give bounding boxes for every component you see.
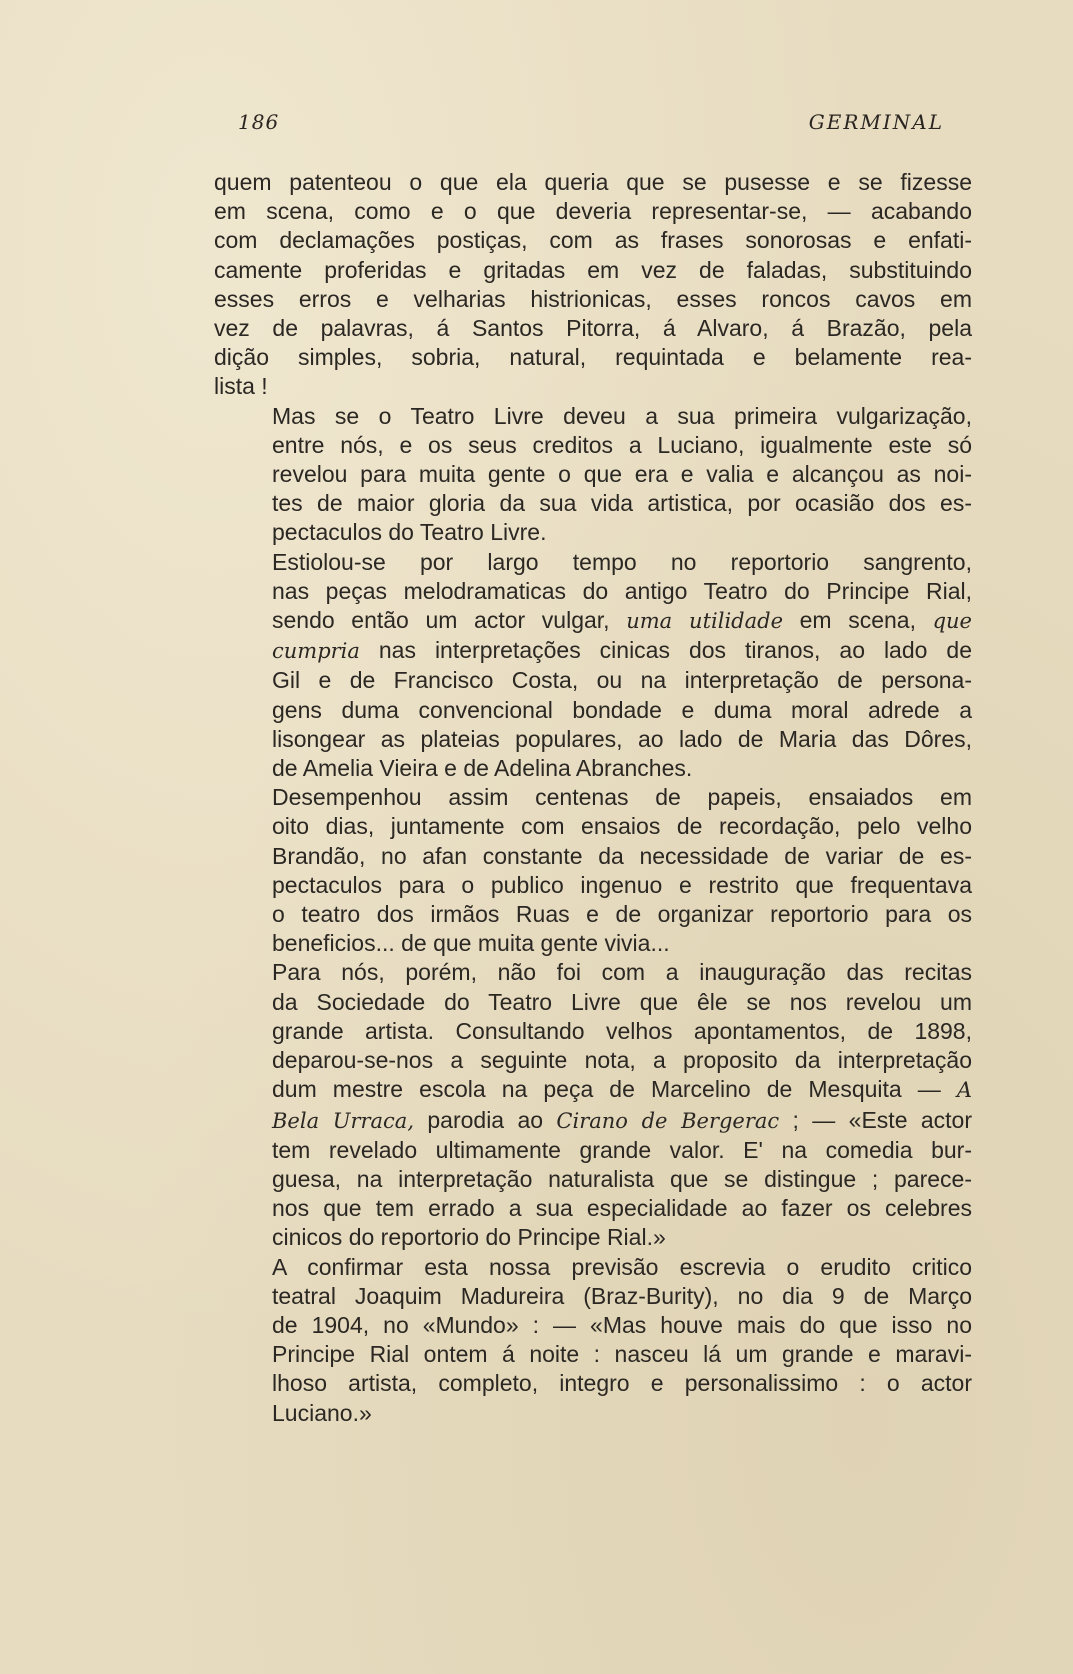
text-run: tes de maior gloria da sua vida artistica, por ocasião dos es- (272, 490, 972, 517)
text-run: ; — «Este actor (779, 1106, 972, 1133)
text-line (214, 489, 972, 518)
text-run: parodia ao (414, 1106, 557, 1133)
text-run: camente proferidas e gritadas em vez de faladas, substituindo (214, 256, 972, 283)
text-run: deparou-se-nos a seguinte nota, a proposito da interpretação (272, 1047, 972, 1074)
text-line (214, 1340, 972, 1369)
text-line (214, 372, 972, 401)
text-run: guesa, na interpretação naturalista que se distingue ; parece- (272, 1165, 972, 1192)
text-run: quem patenteou o que ela queria que se pusesse e se fizesse (214, 169, 972, 195)
text-run: com declamações postiças, com as frases sonorosas e enfati- (214, 227, 972, 254)
text-run: pectaculos para o publico ingenuo e restrito que frequentava (272, 871, 972, 898)
text-line (214, 900, 972, 929)
italic-text: uma utilidade (626, 609, 783, 634)
text-line (214, 988, 972, 1017)
text-run: tem revelado ultimamente grande valor. E' na comedia bur- (272, 1136, 972, 1163)
text-run: lhoso artista, completo, integro e personalissimo : o actor (272, 1370, 972, 1397)
italic-text: Bela Urraca, (272, 1108, 414, 1133)
text-run: dição simples, sobria, natural, requintada e belamente rea- (214, 344, 972, 371)
text-line (214, 783, 972, 812)
paragraph (214, 958, 972, 1252)
paragraph (214, 1253, 972, 1428)
text-run: nos que tem errado a sua especialidade ao fazer os celebres (272, 1195, 972, 1222)
text-line (214, 518, 972, 547)
text-line (214, 1017, 972, 1046)
journal-title: GERMINAL (808, 110, 944, 134)
text-line (214, 431, 972, 460)
italic-text: cumpria (272, 639, 360, 664)
text-line (214, 1282, 972, 1311)
body-text (214, 168, 972, 1428)
text-run: Brandão, no afan constante da necessidade de variar de es- (272, 842, 972, 869)
text-line (214, 168, 972, 197)
text-run: teatral Joaquim Madureira (Braz-Burity), no dia 9 de Março (272, 1282, 972, 1309)
text-line (214, 343, 972, 372)
text-run: oito dias, juntamente com ensaios de recordação, pelo velho (272, 813, 972, 840)
text-line (214, 1136, 972, 1165)
text-line (214, 285, 972, 314)
text-line (214, 812, 972, 841)
text-run: Mas se o Teatro Livre deveu a sua primeira vulgarização, (272, 402, 972, 429)
text-line (214, 636, 972, 666)
text-line (214, 1223, 972, 1252)
text-run: em scena, como e o que deveria representar-se, — acabando (214, 198, 972, 225)
text-line (214, 1046, 972, 1075)
text-line (214, 256, 972, 285)
text-line (214, 958, 972, 987)
text-run: lisongear as plateias populares, ao lado de Maria das Dôres, (272, 725, 972, 752)
text-run: vez de palavras, á Santos Pitorra, á Alvaro, á Brazão, pela (214, 315, 972, 342)
text-line (214, 1311, 972, 1340)
text-line (214, 666, 972, 695)
text-run: Para nós, porém, não foi com a inauguração das recitas (272, 959, 972, 986)
text-line (214, 929, 972, 958)
text-run: Luciano.» (272, 1399, 372, 1426)
paragraph (214, 783, 972, 958)
text-run: nas peças melodramaticas do antigo Teatro do Principe Rial, (272, 577, 972, 604)
text-run: A confirmar esta nossa previsão escrevia o erudito critico (272, 1253, 972, 1280)
text-run: revelou para muita gente o que era e valia e alcançou as noi- (272, 461, 972, 488)
text-run: em scena, (783, 607, 933, 634)
text-line (214, 606, 972, 636)
text-line (214, 1399, 972, 1428)
text-line (214, 1075, 972, 1105)
text-run: esses erros e velharias histrionicas, esses roncos cavos em (214, 285, 972, 312)
text-line (214, 1194, 972, 1223)
text-run: o teatro dos irmãos Ruas e de organizar reportorio para os (272, 901, 972, 928)
text-line (214, 1369, 972, 1398)
text-run: Gil e de Francisco Costa, ou na interpretação de persona- (272, 667, 972, 694)
text-run: lista ! (214, 373, 268, 400)
italic-text: Cirano de Bergerac (556, 1108, 780, 1133)
text-run: Estiolou-se por largo tempo no reportorio sangrento, (272, 548, 972, 575)
text-run: cinicos do reportorio do Principe Rial.» (272, 1224, 666, 1251)
text-line (214, 577, 972, 606)
text-line (214, 842, 972, 871)
text-run: Principe Rial ontem á noite : nasceu lá um grande e maravi- (272, 1341, 972, 1368)
text-line (214, 402, 972, 431)
text-run: pectaculos do Teatro Livre. (272, 519, 547, 546)
text-line (214, 460, 972, 489)
text-run: de 1904, no «Mundo» : — «Mas houve mais do que isso no (272, 1311, 972, 1338)
page-number: 186 (238, 110, 280, 134)
text-run: nas interpretações cinicas dos tiranos, ao lado de (359, 637, 972, 664)
text-run: entre nós, e os seus creditos a Luciano, igualmente este só (272, 431, 972, 458)
text-line (214, 1253, 972, 1282)
text-line (214, 314, 972, 343)
text-run: de Amelia Vieira e de Adelina Abranches. (272, 755, 693, 782)
text-run: grande artista. Consultando velhos apontamentos, de 1898, (272, 1017, 972, 1044)
paragraph (214, 168, 972, 402)
paragraph (214, 548, 972, 784)
text-line (214, 754, 972, 783)
running-head (238, 110, 944, 140)
text-line (214, 696, 972, 725)
text-line (214, 1165, 972, 1194)
text-run: dum mestre escola na peça de Marcelino de Mesquita — (272, 1076, 957, 1103)
text-run: gens duma convencional bondade e duma moral adrede a (272, 696, 972, 723)
text-line (214, 226, 972, 255)
text-line (214, 871, 972, 900)
paragraph (214, 402, 972, 548)
text-run: Desempenhou assim centenas de papeis, ensaiados em (272, 784, 972, 811)
text-run: beneficios... de que muita gente vivia... (272, 930, 670, 957)
text-run: sendo então um actor vulgar, (272, 607, 627, 634)
text-line (214, 1106, 972, 1136)
text-run: da Sociedade do Teatro Livre que êle se nos revelou um (272, 988, 972, 1015)
text-line (214, 197, 972, 226)
text-line (214, 725, 972, 754)
italic-text: A (956, 1078, 972, 1103)
text-line (214, 548, 972, 577)
italic-text: que (932, 609, 972, 634)
